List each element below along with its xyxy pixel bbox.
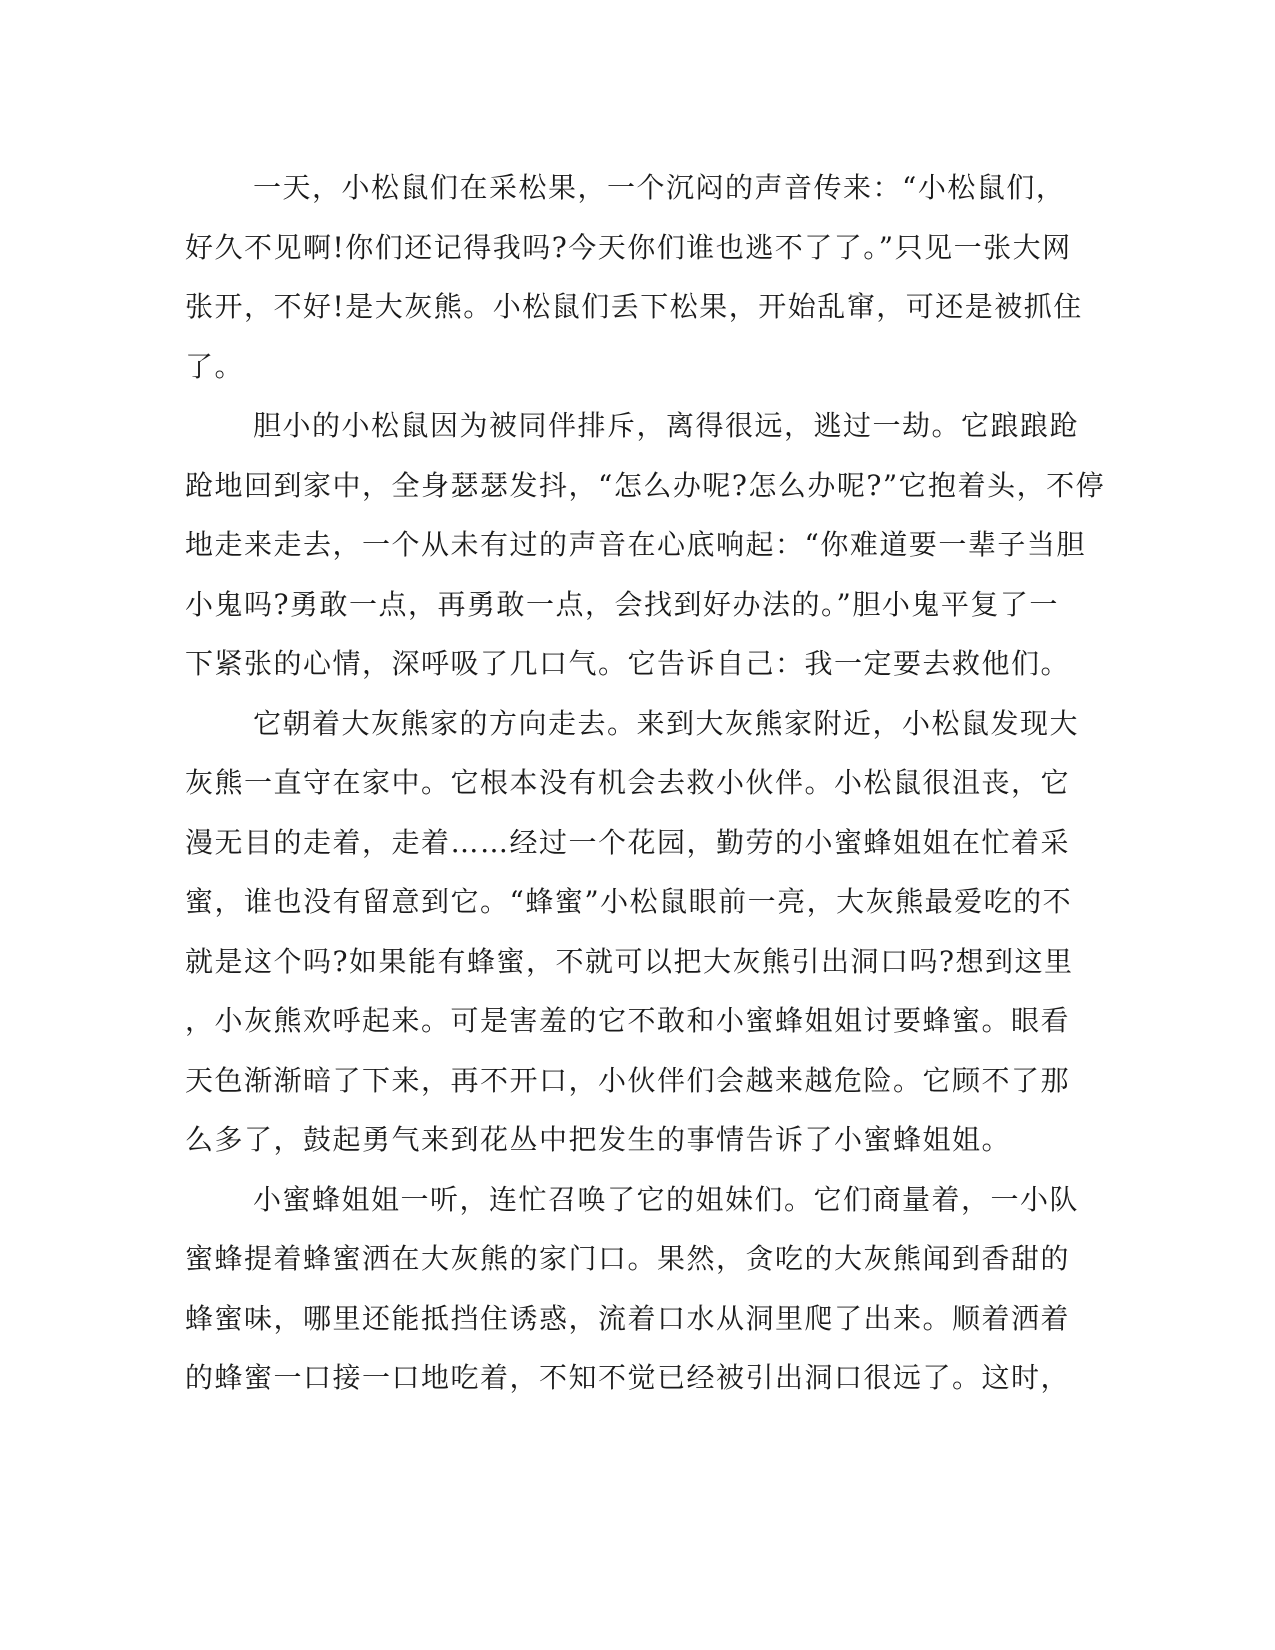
paragraph-line: 胆小的小松鼠因为被同伴排斥，离得很远，逃过一劫。它踉踉跄 [253, 409, 1080, 442]
paragraph-line: 下紧张的心情，深呼吸了几口气。它告诉自己：我一定要去救他们。 [185, 647, 1071, 680]
paragraph-line: 一天，小松鼠们在采松果，一个沉闷的声音传来：“小松鼠们， [253, 171, 1066, 204]
paragraph-line: 天色渐渐暗了下来，再不开口，小伙伴们会越来越危险。它顾不了那 [185, 1063, 1071, 1097]
paragraph-line: ，小灰熊欢呼起来。可是害羞的它不敢和小蜜蜂姐姐讨要蜂蜜。眼看 [185, 1004, 1071, 1037]
paragraph-line: 蜜，谁也没有留意到它。“蜂蜜”小松鼠眼前一亮，大灰熊最爱吃的不 [185, 885, 1073, 918]
paragraph-line: 蜂蜜味，哪里还能抵挡住诱惑，流着口水从洞里爬了出来。顺着洒着 [185, 1301, 1071, 1335]
paragraph-line: 漫无目的走着，走着……经过一个花园，勤劳的小蜜蜂姐姐在忙着采 [185, 825, 1071, 859]
paragraph-3 [185, 694, 1080, 1170]
paragraph-line: 跄地回到家中，全身瑟瑟发抖，“怎么办呢?怎么办呢?”它抱着头，不停 [185, 468, 1106, 502]
paragraph-line: 小蜜蜂姐姐一听，连忙召唤了它的姐妹们。它们商量着，一小队 [253, 1182, 1080, 1216]
paragraph-4 [185, 1170, 1080, 1408]
paragraph-line: 就是这个吗?如果能有蜂蜜，不就可以把大灰熊引出洞口吗?想到这里 [185, 944, 1074, 978]
paragraph-line: 蜜蜂提着蜂蜜洒在大灰熊的家门口。果然，贪吃的大灰熊闻到香甜的 [185, 1242, 1071, 1275]
paragraph-line: 的蜂蜜一口接一口地吃着，不知不觉已经被引出洞口很远了。这时， [185, 1361, 1071, 1394]
paragraph-line: 小鬼吗?勇敢一点，再勇敢一点，会找到好办法的。”胆小鬼平复了一 [185, 587, 1059, 621]
paragraph-1 [185, 158, 1083, 396]
paragraph-line: 好久不见啊!你们还记得我吗?今天你们谁也逃不了了。”只见一张大网 [185, 230, 1072, 264]
paragraph-line: 么多了，鼓起勇气来到花丛中把发生的事情告诉了小蜜蜂姐姐。 [185, 1123, 1012, 1156]
paragraph-2 [185, 396, 1106, 694]
paragraph-line: 它朝着大灰熊家的方向走去。来到大灰熊家附近，小松鼠发现大 [253, 706, 1080, 740]
story-text [185, 158, 1106, 1408]
paragraph-line: 地走来走去，一个从未有过的声音在心底响起：“你难道要一辈子当胆 [185, 528, 1086, 561]
paragraph-line: 了。 [185, 349, 245, 383]
paragraph-line: 灰熊一直守在家中。它根本没有机会去救小伙伴。小松鼠很沮丧，它 [185, 766, 1071, 799]
paragraph-line: 张开，不好!是大灰熊。小松鼠们丢下松果，开始乱窜，可还是被抓住 [185, 290, 1083, 323]
